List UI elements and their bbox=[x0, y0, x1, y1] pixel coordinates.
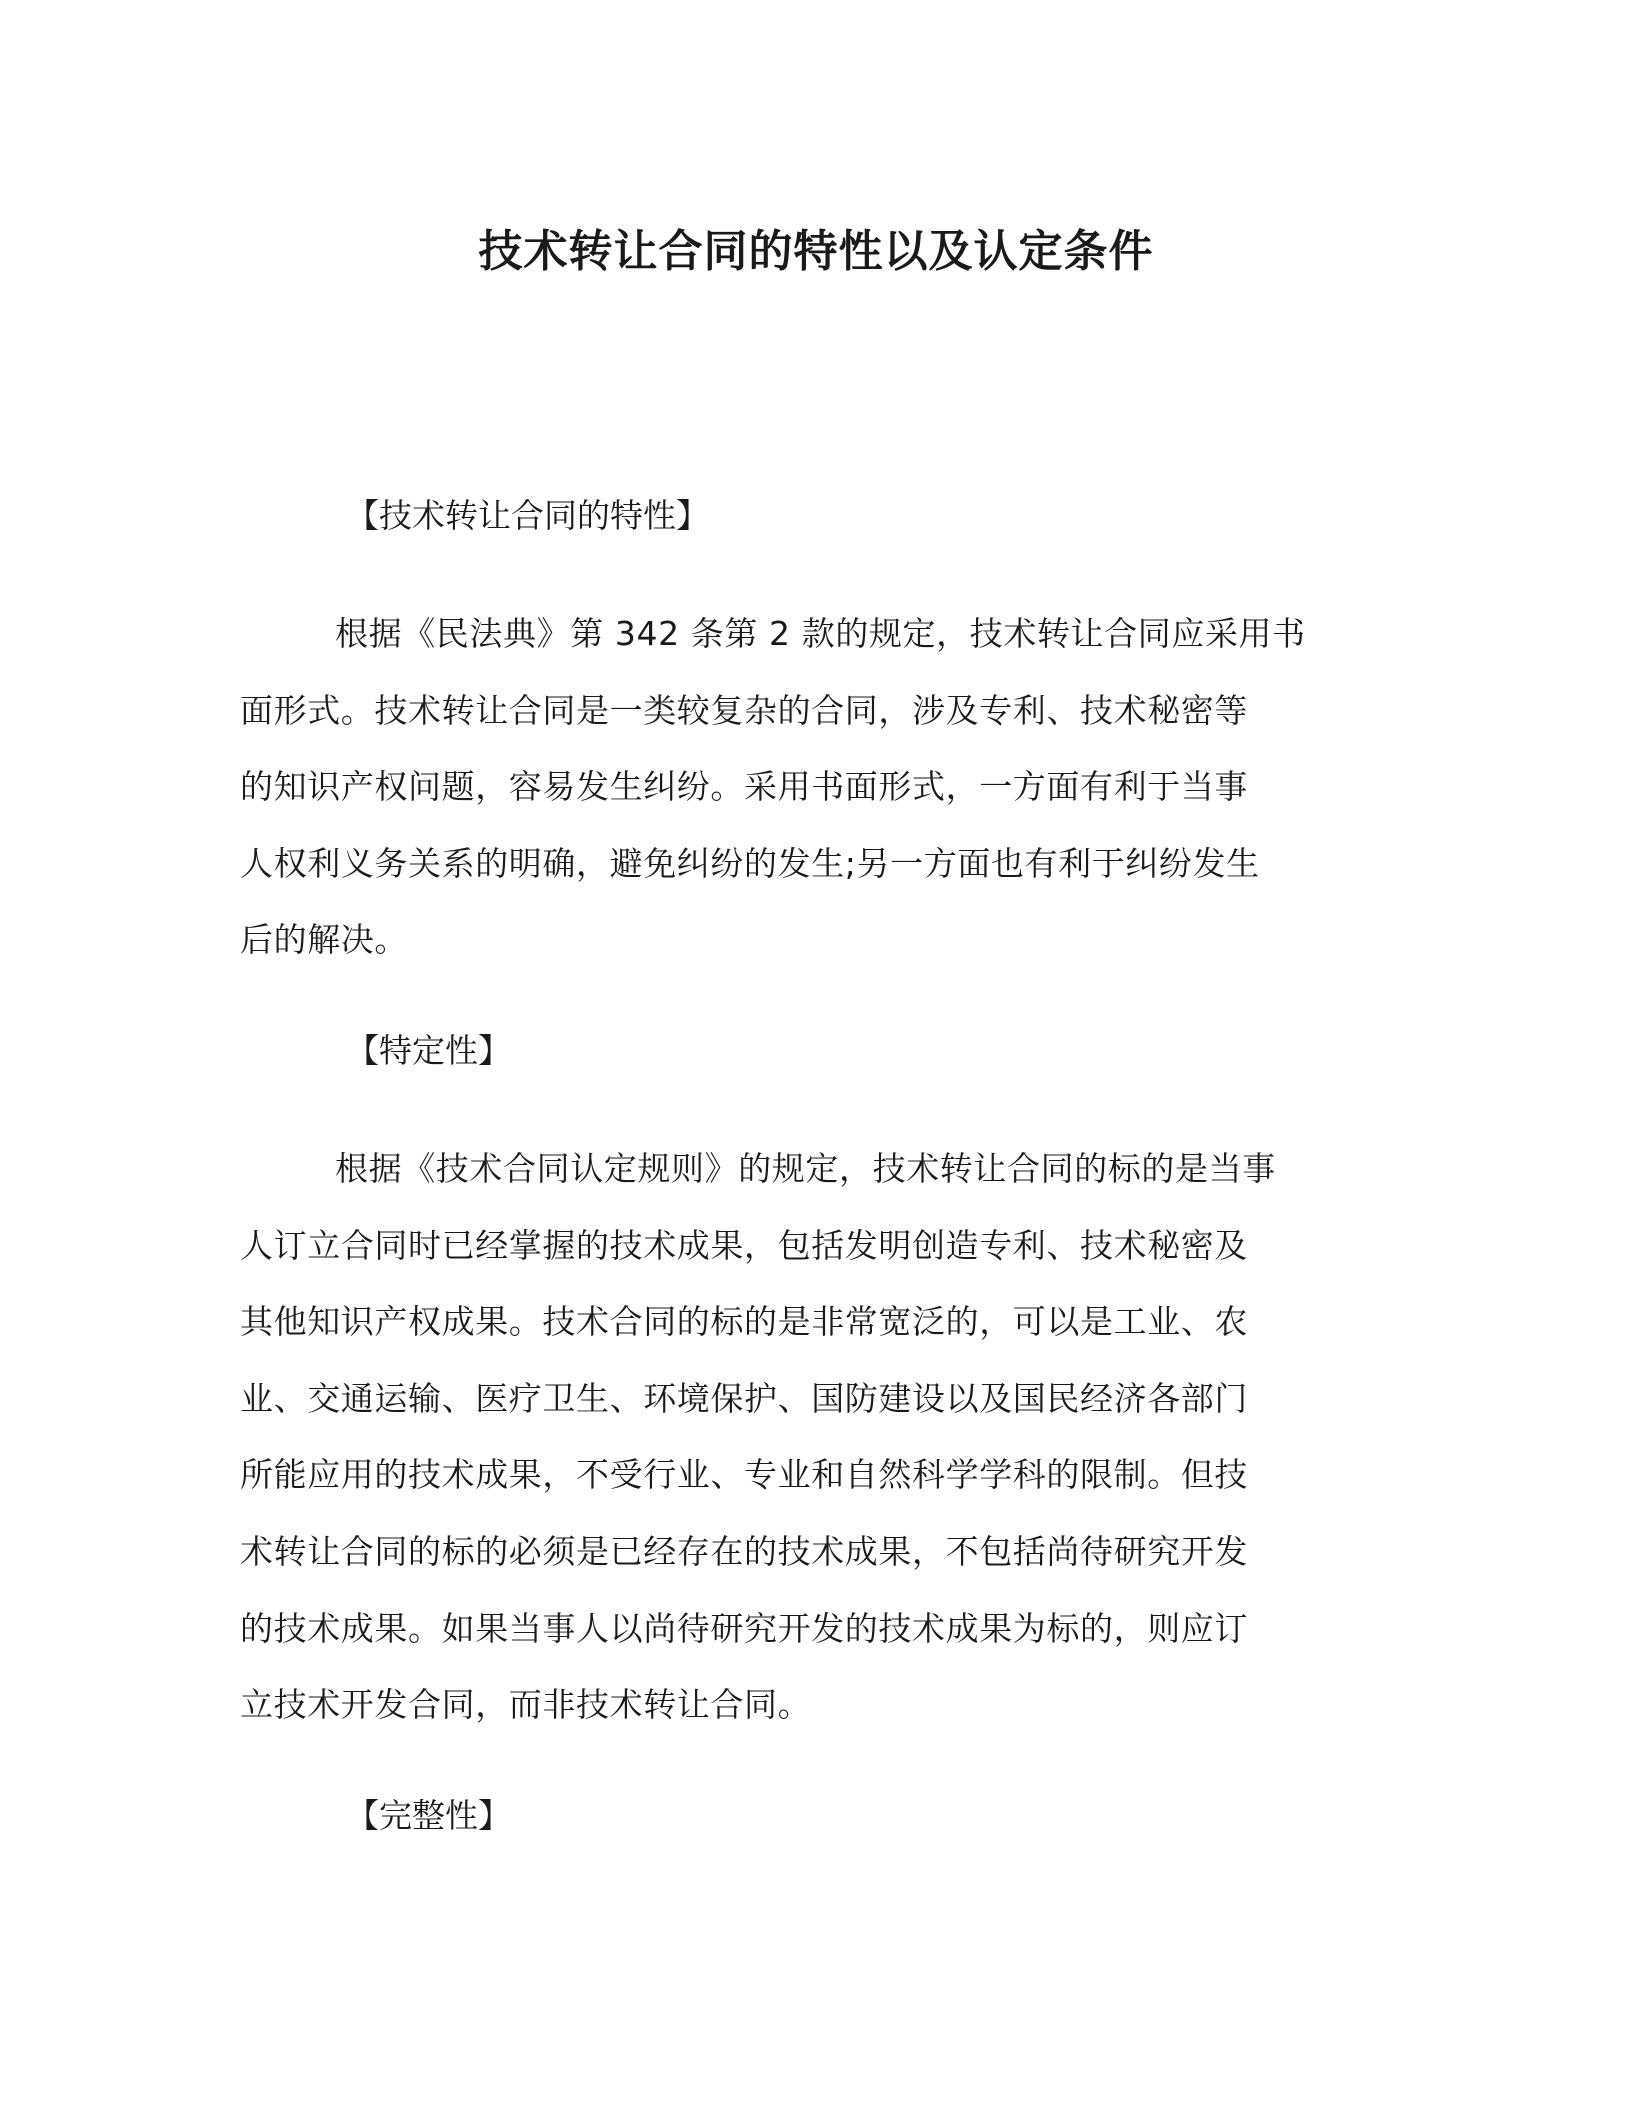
section-heading-specificity: 【特定性】 bbox=[346, 1030, 511, 1070]
paragraph-line: 人订立合同时已经掌握的技术成果，包括发明创造专利、技术秘密及 bbox=[240, 1225, 1248, 1265]
paragraph-line: 业、交通运输、医疗卫生、环境保护、国防建设以及国民经济各部门 bbox=[240, 1378, 1248, 1418]
document-body bbox=[240, 488, 1390, 1896]
paragraph-line: 的技术成果。如果当事人以尚待研究开发的技术成果为标的，则应订 bbox=[240, 1608, 1248, 1648]
paragraph-line: 术转让合同的标的必须是已经存在的技术成果，不包括尚待研究开发 bbox=[240, 1531, 1248, 1571]
paragraph-characteristics bbox=[240, 596, 1390, 979]
paragraph-line: 根据《民法典》第 342 条第 2 款的规定，技术转让合同应采用书 bbox=[335, 614, 1306, 653]
paragraph-line: 的知识产权问题，容易发生纠纷。采用书面形式，一方面有利于当事 bbox=[240, 767, 1248, 807]
paragraph-line: 后的解决。 bbox=[240, 920, 408, 960]
paragraph-specificity bbox=[240, 1131, 1390, 1744]
section-heading-completeness: 【完整性】 bbox=[346, 1795, 511, 1835]
section-heading-characteristics: 【技术转让合同的特性】 bbox=[346, 496, 709, 535]
document-title: 技术转让合同的特性以及认定条件 bbox=[478, 226, 1154, 277]
paragraph-line: 根据《技术合同认定规则》的规定，技术转让合同的标的是当事 bbox=[335, 1148, 1276, 1188]
paragraph-line: 面形式。技术转让合同是一类较复杂的合同，涉及专利、技术秘密等 bbox=[240, 690, 1248, 730]
paragraph-line: 人权利义务关系的明确，避免纠纷的发生;另一方面也有利于纠纷发生 bbox=[240, 843, 1260, 883]
paragraph-line: 其他知识产权成果。技术合同的标的是非常宽泛的，可以是工业、农 bbox=[240, 1302, 1248, 1342]
paragraph-line: 立技术开发合同，而非技术转让合同。 bbox=[240, 1685, 812, 1725]
paragraph-line: 所能应用的技术成果，不受行业、专业和自然科学学科的限制。但技 bbox=[240, 1455, 1248, 1495]
